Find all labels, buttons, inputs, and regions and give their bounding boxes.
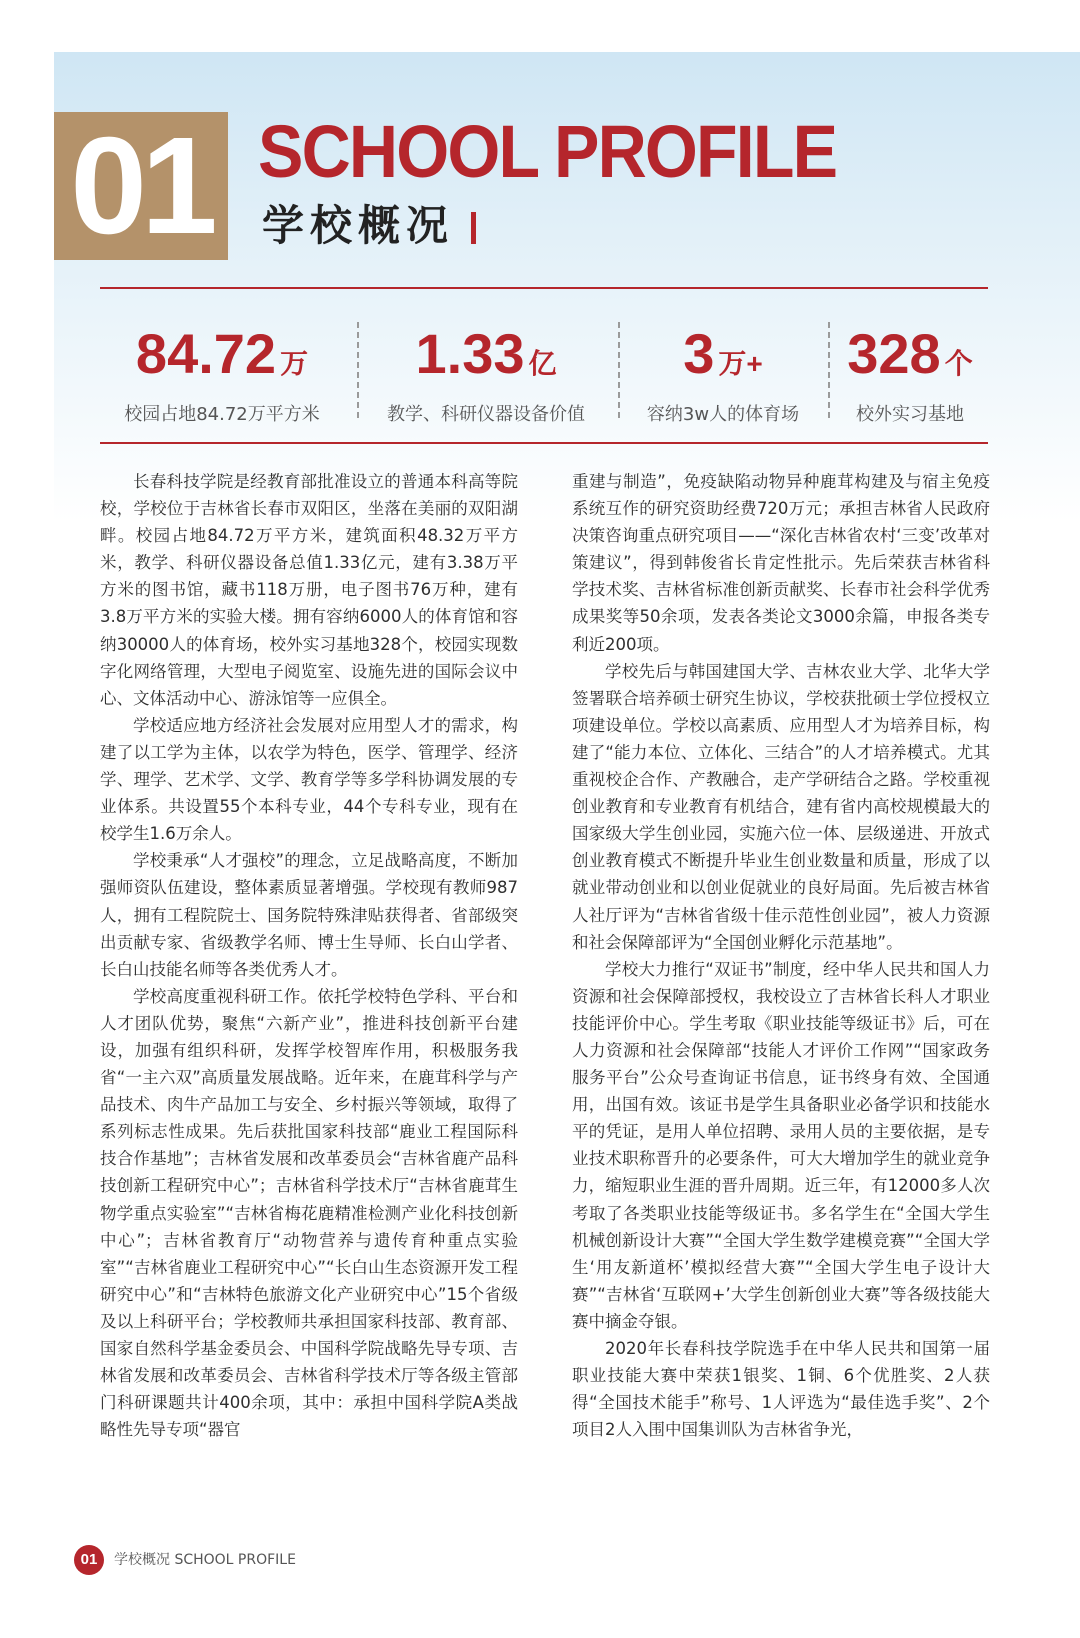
stat-divider (357, 322, 359, 418)
body-paragraph: 学校高度重视科研工作。依托学校特色学科、平台和人才团队优势，聚焦“六新产业”，推进科技创新平台建设，加强有组织科研，发挥学校智库作用，积极服务我省“一主六双”高质量发展战略。近年来，在鹿茸科学与产品技术、肉牛产品加工与安全、乡村振兴等领域，取得了系列标志性成果。先后获批国家科技部“鹿业工程国际科技合作基地”；吉林省发展和改革委员会“吉林省鹿产品科技创新工程研究中心”；吉林省科学技术厅“吉林省鹿茸生物学重点实验室”“吉林省梅花鹿精准检测产业化科技创新中心”；吉林省教育厅“动物营养与遗传育种重点实验室”“吉林省鹿业工程研究中心”“长白山生态资源开发工程研究中心”和“吉林特色旅游文化产业研究中心”15个省级及以上科研平台；学校教师共承担国家科技部、教育部、国家自然科学基金委员会、中国科学院战略先导专项、吉林省发展和改革委员会、吉林省科学技术厅等各级主管部门科研课题共计400余项，其中：承担中国科学院A类战略性先导专项“器官 (100, 986, 518, 1440)
stat-unit: 万 (280, 348, 309, 379)
body-paragraph: 学校秉承“人才强校”的理念，立足战略高度，不断加强师资队伍建设，整体素质显著增强。学校现有教师987人，拥有工程院院士、国务院特殊津贴获得者、省部级突出贡献专家、省级教学名师、博士生导师、长白山学者、长白山技能名师等各类优秀人才。 (100, 851, 518, 979)
footer-page-number: 01 (74, 1545, 104, 1575)
stat-value: 1.33 (415, 322, 525, 385)
body-paragraph-continued: 重建与制造”，免疫缺陷动物异种鹿茸构建及与宿主免疫系统互作的研究资助经费720万元；承担吉林省人民政府决策咨询重点研究项目——“深化吉林省农村‘三变’改革对策建议”，得到韩俊省长肯定性批示。先后荣获吉林省科学技术奖、吉林省标准创新贡献奖、长春市社会科学优秀成果奖等50余项，发表各类论文3000余篇，申报各类专利近200项。 (572, 472, 990, 654)
body-paragraph: 学校适应地方经济社会发展对应用型人才的需求，构建了以工学为主体，以农学为特色，医学、管理学、经济学、理学、艺术学、文学、教育学等多学科协调发展的专业体系。共设置55个本科专业，44个专科专业，现有在校学生1.6万余人。 (100, 715, 518, 844)
stat-unit: 个 (944, 348, 973, 379)
stat-value-row (628, 322, 818, 396)
stat-unit: 万+ (718, 348, 763, 379)
stat-description: 容纳3w人的体育场 (646, 404, 800, 425)
stat-value-row (104, 322, 340, 396)
stat-unit: 亿 (528, 348, 557, 379)
stat-description: 校园占地84.72万平方米 (124, 404, 320, 425)
stat-description: 校外实习基地 (856, 404, 964, 425)
stat-divider (618, 322, 620, 418)
stats-bottom-rule (100, 442, 988, 444)
section-number-badge: 01 (54, 112, 228, 260)
stat-divider (828, 322, 830, 418)
stat-value: 328 (847, 322, 941, 385)
stats-top-rule (100, 287, 988, 289)
stat-equipment-value (368, 322, 604, 425)
body-paragraph: 长春科技学院是经教育部批准设立的普通本科高等院校，学校位于吉林省长春市双阳区，坐落在美丽的双阳湖畔。校园占地84.72万平方米，建筑面积48.32万平方米，教学、科研仪器设备总值1.33亿元，建有3.38万平方米的图书馆，藏书118万册，电子图书76万种，建有3.8万平方米的实验大楼。拥有容纳6000人的体育馆和容纳30000人的体育场，校外实习基地328个，校园实现数字化网络管理，大型电子阅览室、设施先进的国际会议中心、文体活动中心、游泳馆等一应俱全。 (100, 472, 518, 708)
stat-value-row (836, 322, 984, 396)
body-paragraph: 学校大力推行“双证书”制度，经中华人民共和国人力资源和社会保障部授权，我校设立了吉林省长科人才职业技能评价中心。学生考取《职业技能等级证书》后，可在人力资源和社会保障部“技能人才评价工作网”“国家政务服务平台”公众号查询证书信息，证书终身有效、全国通用，出国有效。该证书是学生具备职业必备学识和技能水平的凭证，是用人单位招聘、录用人员的主要依据，是专业技术职称晋升的必要条件，可大大增加学生的就业竞争力，缩短职业生涯的晋升周期。近三年，有12000多人次考取了各类职业技能等级证书。多名学生在“全国大学生机械创新设计大赛”“全国大学生数学建模竞赛”“全国大学生‘用友新道杯’模拟经营大赛”“全国大学生电子设计大赛”“吉林省‘互联网+’大学生创新创业大赛”等各级技能大赛中摘金夺银。 (572, 959, 990, 1331)
body-column-left (100, 468, 518, 1443)
stat-value: 3 (683, 322, 715, 385)
body-column-right (572, 468, 990, 1443)
stat-internship-bases (836, 322, 984, 425)
body-paragraph: 2020年长春科技学院选手在中华人民共和国第一届职业技能大赛中荣获1银奖、1铜、6个优胜奖、2人获得“全国技术能手”称号、1人评选为“最佳选手奖”、2个项目2人入围中国集训队为吉林省争光， (572, 1339, 990, 1440)
stat-campus-area (104, 322, 340, 425)
stat-value-row (368, 322, 604, 396)
title-accent-bar (471, 212, 476, 244)
stat-value: 84.72 (135, 322, 277, 385)
section-title-chinese: 学校概况 (262, 201, 455, 250)
footer-section-label: 学校概况 SCHOOL PROFILE (114, 1552, 296, 1568)
stat-description: 教学、科研仪器设备价值 (387, 404, 585, 425)
body-paragraph: 学校先后与韩国建国大学、吉林农业大学、北华大学签署联合培养硕士研究生协议，学校获批硕士学位授权立项建设单位。学校以高素质、应用型人才为培养目标，构建了“能力本位、立体化、三结合”的人才培养模式。尤其重视校企合作、产教融合，走产学研结合之路。学校重视创业教育和专业教育有机结合，建有省内高校规模最大的国家级大学生创业园，实施六位一体、层级递进、开放式创业教育模式不断提升毕业生创业数量和质量，形成了以就业带动创业和以创业促就业的良好局面。先后被吉林省人社厅评为“吉林省省级十佳示范性创业园”，被人力资源和社会保障部评为“全国创业孵化示范基地”。 (572, 661, 990, 952)
section-title-english: SCHOOL PROFILE (258, 110, 837, 193)
stat-stadium-capacity (628, 322, 818, 425)
